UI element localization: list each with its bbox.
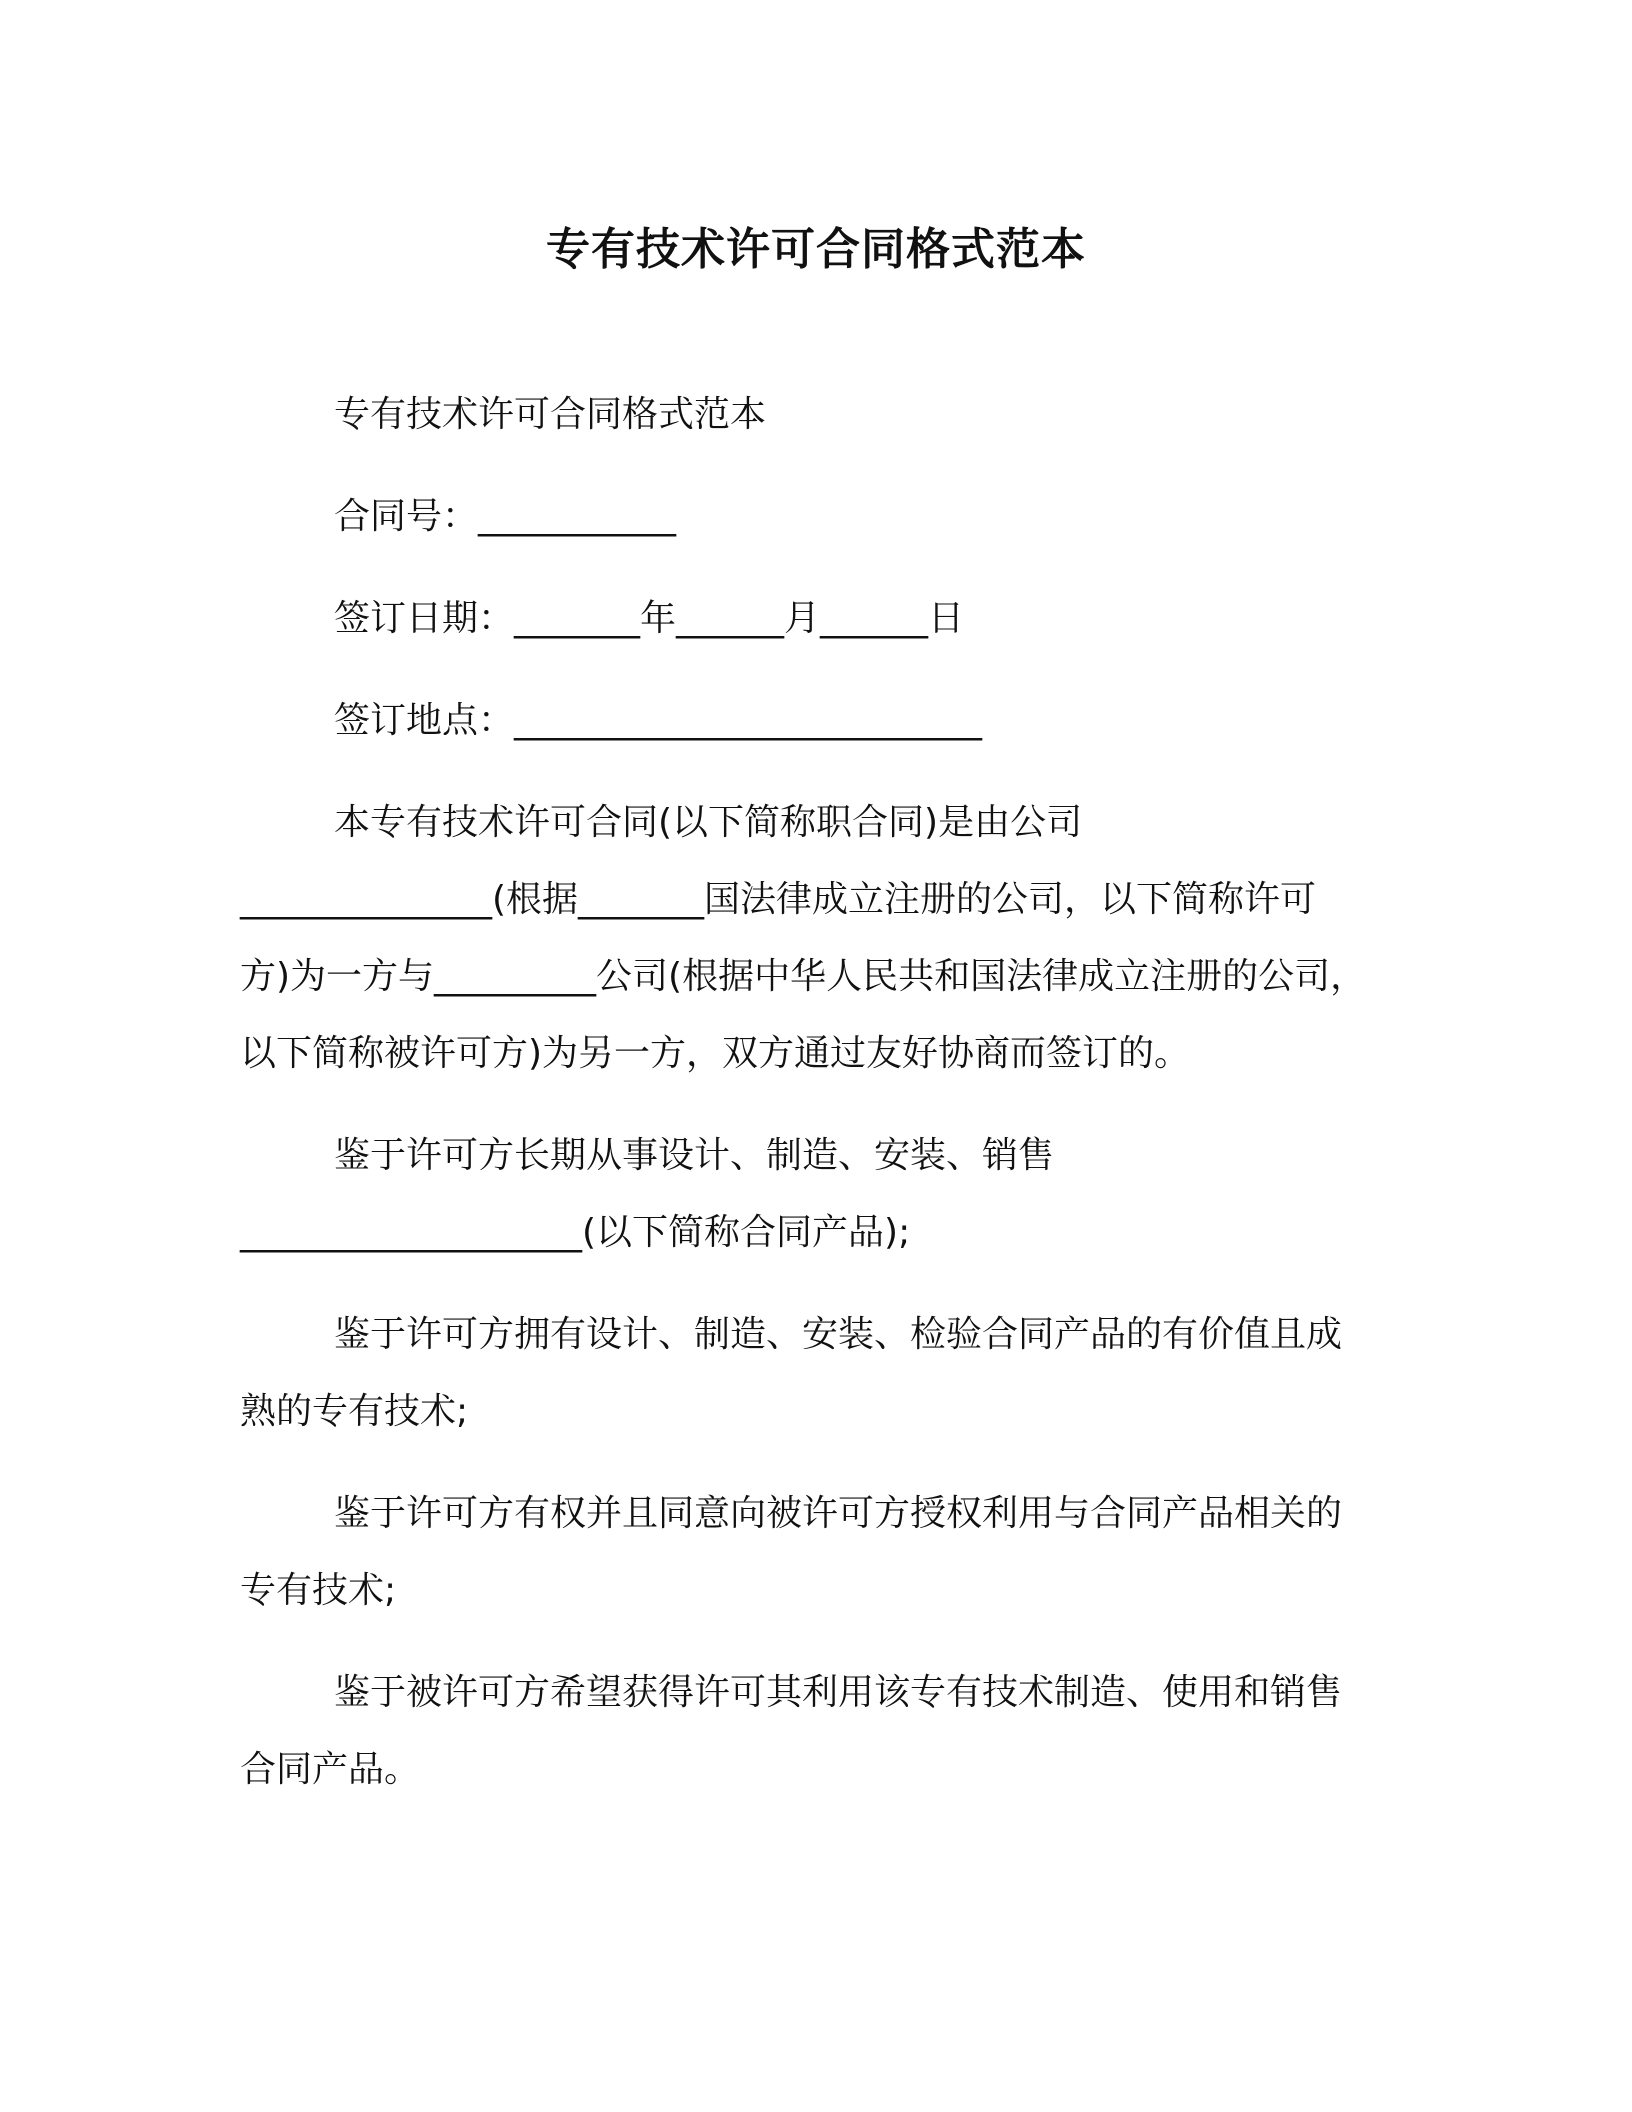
subtitle-line: 专有技术许可合同格式范本 — [334, 394, 767, 435]
paragraph-line: 本专有技术许可合同(以下简称职合同)是由公司 — [334, 802, 1083, 843]
paragraph-line: 熟的专有技术; — [240, 1391, 469, 1432]
paragraph-line: 鉴于被许可方希望获得许可其利用该专有技术制造、使用和销售 — [334, 1672, 1343, 1713]
page-title: 专有技术许可合同格式范本 — [546, 224, 1086, 275]
paragraph-line: ______________(根据_______国法律成立注册的公司，以下简称许可 — [240, 879, 1317, 920]
paragraph-line: 鉴于许可方长期从事设计、制造、安装、销售 — [334, 1135, 1055, 1176]
paragraph-line: ___________________(以下简称合同产品); — [240, 1212, 911, 1253]
paragraph-line: 合同产品。 — [240, 1749, 421, 1790]
contract-number-line: 合同号：___________ — [334, 496, 677, 537]
signing-place-line: 签订地点：__________________________ — [334, 700, 983, 741]
paragraph-line: 鉴于许可方拥有设计、制造、安装、检验合同产品的有价值且成 — [334, 1314, 1343, 1355]
paragraph-line: 专有技术; — [240, 1570, 397, 1611]
paragraph-line: 鉴于许可方有权并且同意向被许可方授权利用与合同产品相关的 — [334, 1493, 1343, 1534]
paragraph-line: 以下简称被许可方)为另一方，双方通过友好协商而签订的。 — [240, 1033, 1191, 1074]
paragraph-line: 方)为一方与_________公司(根据中华人民共和国法律成立注册的公司， — [240, 956, 1367, 997]
signing-date-line: 签订日期：_______年______月______日 — [334, 598, 965, 639]
